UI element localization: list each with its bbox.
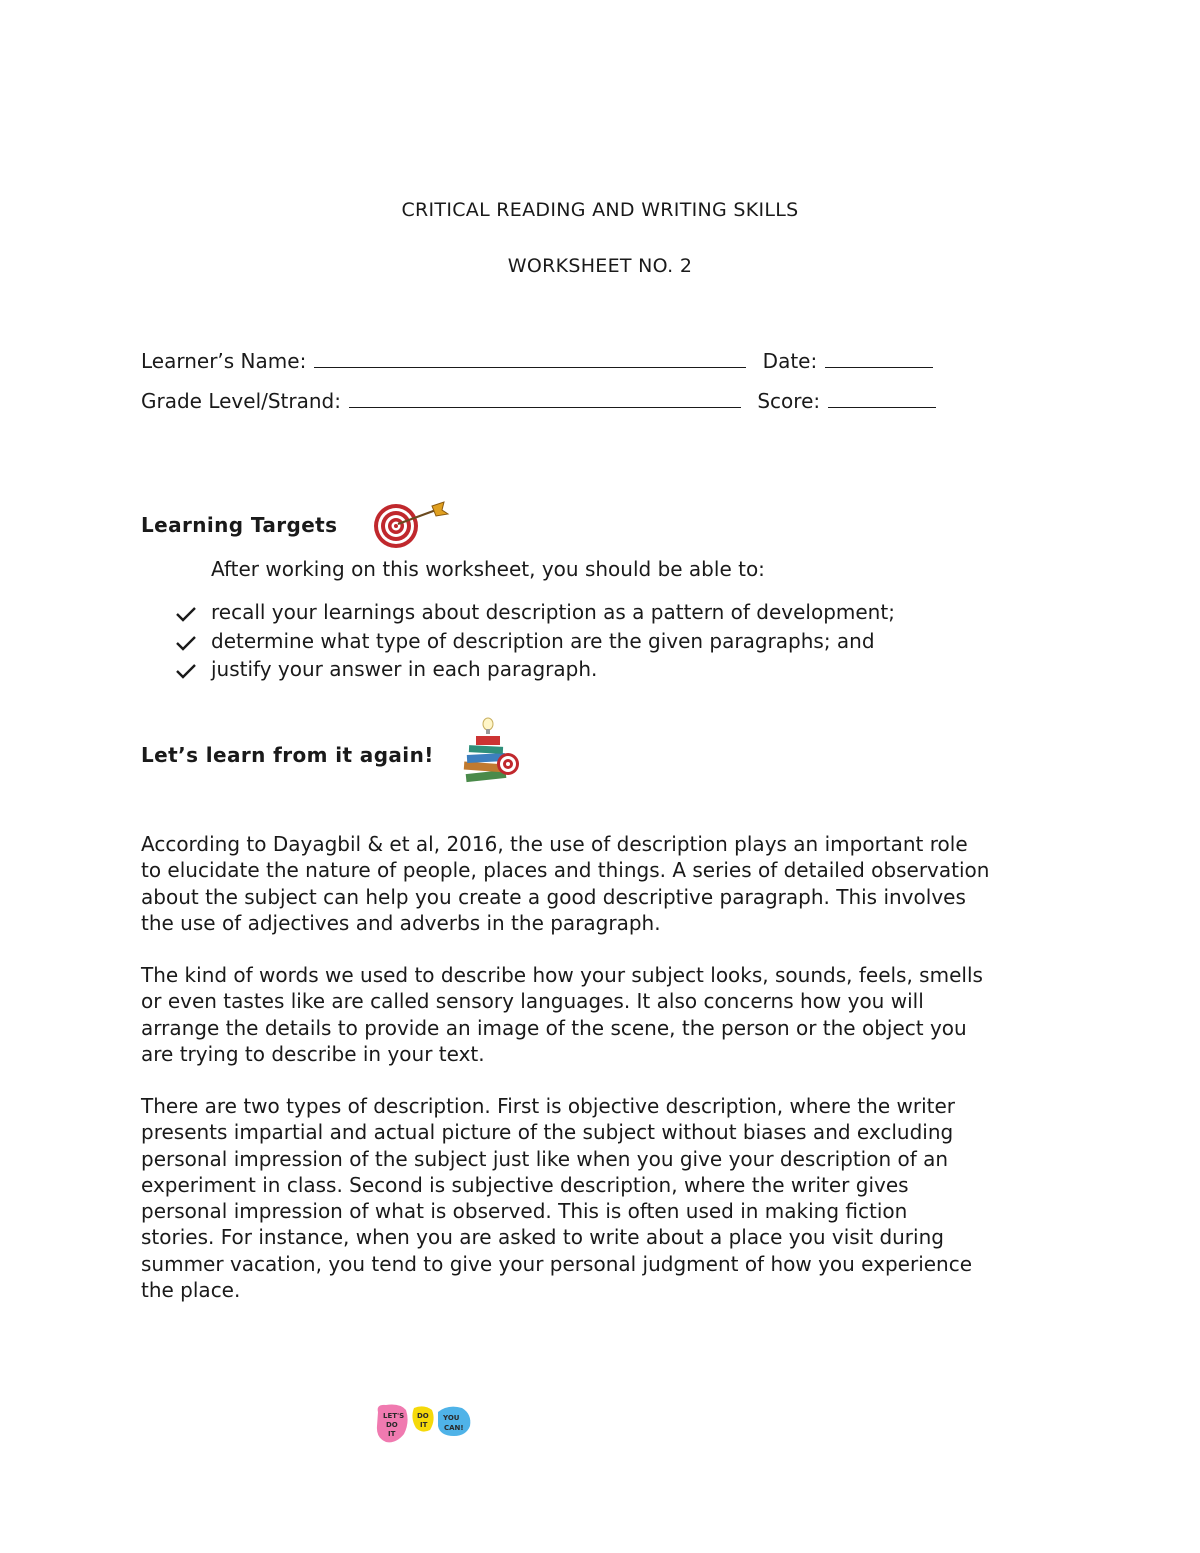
paragraph-line: stories. For instance, when you are asked to write about a place you visit during — [141, 1225, 944, 1250]
score-label: Score: — [757, 389, 821, 413]
check-icon — [175, 634, 197, 652]
paragraph-line: The kind of words we used to describe how your subject looks, sounds, feels, smells — [141, 963, 983, 987]
svg-text:YOU: YOU — [443, 1414, 460, 1422]
svg-text:DO: DO — [417, 1412, 429, 1420]
target-item — [175, 629, 875, 653]
paragraph-line: the use of adjectives and adverbs in the paragraph. — [141, 910, 661, 935]
paragraph-line: arrange the details to provide an image of the scene, the person or the object you — [141, 1015, 967, 1040]
score-field[interactable] — [828, 387, 936, 408]
svg-text:IT: IT — [388, 1430, 396, 1438]
grade-score-row — [141, 387, 936, 413]
svg-text:DO: DO — [386, 1421, 398, 1429]
paragraph-line: about the subject can help you create a good descriptive paragraph. This involves — [141, 884, 966, 909]
target-dart-icon — [370, 498, 452, 558]
paragraph-line: summer vacation, you tend to give your personal judgment of how you experience — [141, 1251, 973, 1276]
motivation-stickers — [374, 1402, 474, 1454]
svg-text:LET'S: LET'S — [383, 1412, 405, 1420]
lesson-heading: Let’s learn from it again! — [141, 743, 434, 767]
worksheet-number: WORKSHEET NO. 2 — [507, 255, 693, 277]
check-icon — [175, 605, 197, 623]
paragraph-line: presents impartial and actual picture of the subject without biases and excluding — [141, 1120, 954, 1145]
paragraph-line: According to Dayagbil & et al, 2016, the use of description plays an important role — [141, 832, 968, 856]
paragraph-line: There are two types of description. First is objective description, where the writer — [141, 1094, 955, 1118]
learner-name-field[interactable] — [314, 347, 746, 368]
grade-field[interactable] — [349, 387, 741, 408]
worksheet-title: CRITICAL READING AND WRITING SKILLS — [401, 199, 799, 221]
date-label: Date: — [762, 349, 818, 373]
paragraph-line: to elucidate the nature of people, places and things. A series of detailed observation — [141, 858, 990, 883]
learning-targets-heading: Learning Targets — [141, 513, 338, 537]
target-item-text: justify your answer in each paragraph. — [211, 657, 598, 681]
lesson-paragraph-1 — [141, 831, 1071, 936]
target-item-text: determine what type of description are the given paragraphs; and — [211, 629, 875, 653]
paragraph-line: personal impression of what is observed. This is often used in making fiction — [141, 1199, 908, 1224]
paragraph-line: are trying to describe in your text. — [141, 1041, 485, 1066]
grade-label: Grade Level/Strand: — [141, 389, 341, 413]
learner-name-label: Learner’s Name: — [141, 349, 307, 373]
paragraph-line: or even tastes like are called sensory languages. It also concerns how you will — [141, 989, 924, 1014]
check-icon — [175, 662, 197, 680]
paragraph-line: personal impression of the subject just like when you give your description of an — [141, 1146, 949, 1171]
paragraph-line: experiment in class. Second is subjective description, where the writer gives — [141, 1172, 909, 1197]
svg-text:CAN!: CAN! — [444, 1424, 464, 1432]
date-field[interactable] — [825, 347, 933, 368]
targets-intro: After working on this worksheet, you should be able to: — [211, 557, 765, 581]
paragraph-line: the place. — [141, 1278, 241, 1303]
lesson-paragraph-2 — [141, 962, 1071, 1067]
svg-text:IT: IT — [420, 1421, 428, 1429]
target-item — [175, 600, 895, 624]
target-item — [175, 657, 597, 681]
name-date-row — [141, 347, 933, 373]
target-item-text: recall your learnings about description as a pattern of development; — [211, 600, 895, 624]
books-target-icon — [460, 714, 524, 790]
lesson-paragraph-3 — [141, 1093, 1071, 1303]
